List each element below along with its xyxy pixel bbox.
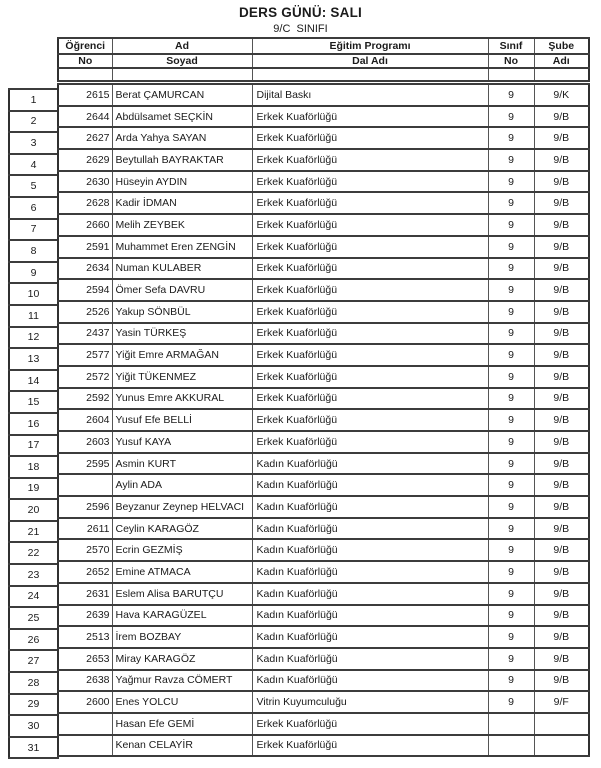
student-no-cell: 2611 [58, 518, 112, 540]
row-number-cell: 2 [9, 111, 58, 133]
row-number-row [9, 175, 58, 197]
table-row [58, 670, 589, 692]
student-name-cell: Yakup SÖNBÜL [112, 301, 252, 323]
row-number-row [9, 564, 58, 586]
student-no-cell: 2594 [58, 279, 112, 301]
row-number-row [9, 370, 58, 392]
row-number-cell: 14 [9, 370, 58, 392]
row-number-row [9, 283, 58, 305]
class-no-cell: 9 [488, 84, 534, 106]
table-row [58, 236, 589, 258]
row-number-cell: 10 [9, 283, 58, 305]
student-name-cell: Yağmur Ravza CÖMERT [112, 670, 252, 692]
program-cell: Dijital Baskı [252, 84, 488, 106]
student-name-cell: Beytullah BAYRAKTAR [112, 149, 252, 171]
table-row [58, 518, 589, 540]
row-number-cell: 6 [9, 197, 58, 219]
row-number-cell: 21 [9, 521, 58, 543]
student-name-cell: Beyzanur Zeynep HELVACI [112, 496, 252, 518]
program-cell: Kadın Kuaförlüğü [252, 474, 488, 496]
class-no-cell: 9 [488, 626, 534, 648]
program-cell: Erkek Kuaförlüğü [252, 127, 488, 149]
row-number-row [9, 607, 58, 629]
row-number-cell: 9 [9, 262, 58, 284]
row-number-cell: 31 [9, 737, 58, 759]
section-cell: 9/B [534, 561, 589, 583]
row-number-row [9, 111, 58, 133]
student-no-cell [58, 474, 112, 496]
student-no-cell: 2627 [58, 127, 112, 149]
student-no-cell: 2570 [58, 539, 112, 561]
program-cell: Kadın Kuaförlüğü [252, 561, 488, 583]
row-number-row [9, 262, 58, 284]
section-cell: 9/B [534, 106, 589, 128]
header-row-2 [58, 54, 589, 68]
section-cell: 9/B [534, 214, 589, 236]
class-no-cell: 9 [488, 496, 534, 518]
table-row [58, 735, 589, 757]
header-egitim-programi: Eğitim Programı [252, 38, 488, 54]
student-name-cell: Muhammet Eren ZENGİN [112, 236, 252, 258]
row-number-row [9, 629, 58, 651]
student-name-cell: Enes YOLCU [112, 691, 252, 713]
row-number-cell: 13 [9, 348, 58, 370]
student-no-cell: 2604 [58, 409, 112, 431]
program-cell: Erkek Kuaförlüğü [252, 149, 488, 171]
student-no-cell [58, 713, 112, 735]
row-number-cell: 16 [9, 413, 58, 435]
section-cell: 9/K [534, 84, 589, 106]
row-number-row [9, 715, 58, 737]
student-no-cell: 2634 [58, 258, 112, 280]
row-number-row [9, 456, 58, 478]
program-cell: Erkek Kuaförlüğü [252, 279, 488, 301]
table-row [58, 605, 589, 627]
class-no-cell: 9 [488, 214, 534, 236]
program-cell: Kadın Kuaförlüğü [252, 626, 488, 648]
header-spacer-cell [534, 68, 589, 81]
class-no-cell: 9 [488, 431, 534, 453]
section-cell: 9/B [534, 323, 589, 345]
row-number-row [9, 435, 58, 457]
class-no-cell: 9 [488, 388, 534, 410]
row-number-row [9, 672, 58, 694]
row-number-cell: 28 [9, 672, 58, 694]
class-no-cell: 9 [488, 409, 534, 431]
student-name-cell: Numan KULABER [112, 258, 252, 280]
header-no: No [58, 54, 112, 68]
program-cell: Kadın Kuaförlüğü [252, 539, 488, 561]
table-row [58, 366, 589, 388]
student-name-cell: Arda Yahya SAYAN [112, 127, 252, 149]
student-no-cell: 2595 [58, 453, 112, 475]
table-row [58, 149, 589, 171]
section-cell: 9/B [534, 648, 589, 670]
class-no-cell: 9 [488, 561, 534, 583]
student-name-cell: Emine ATMACA [112, 561, 252, 583]
student-name-cell: Yasin TÜRKEŞ [112, 323, 252, 345]
row-number-row [9, 650, 58, 672]
row-number-body [9, 89, 58, 758]
row-number-row [9, 413, 58, 435]
header-spacer-row [58, 68, 589, 81]
table-row [58, 84, 589, 106]
program-cell: Erkek Kuaförlüğü [252, 713, 488, 735]
student-no-cell: 2638 [58, 670, 112, 692]
student-name-cell: Asmin KURT [112, 453, 252, 475]
program-cell: Kadın Kuaförlüğü [252, 648, 488, 670]
student-name-cell: Yiğit TÜKENMEZ [112, 366, 252, 388]
class-no-cell: 9 [488, 236, 534, 258]
class-no-cell: 9 [488, 474, 534, 496]
header-spacer-cell [58, 68, 112, 81]
row-number-row [9, 348, 58, 370]
row-number-row [9, 219, 58, 241]
table-row [58, 214, 589, 236]
row-number-row [9, 305, 58, 327]
row-number-row [9, 694, 58, 716]
program-cell: Erkek Kuaförlüğü [252, 214, 488, 236]
program-cell: Kadın Kuaförlüğü [252, 670, 488, 692]
row-number-cell: 30 [9, 715, 58, 737]
class-no-cell: 9 [488, 518, 534, 540]
header-dal-adi: Dal Adı [252, 54, 488, 68]
section-cell: 9/B [534, 258, 589, 280]
row-number-row [9, 499, 58, 521]
row-number-cell: 29 [9, 694, 58, 716]
class-no-cell: 9 [488, 127, 534, 149]
student-name-cell: Miray KARAGÖZ [112, 648, 252, 670]
row-number-cell: 5 [9, 175, 58, 197]
header-sinif-no: No [488, 54, 534, 68]
table-row [58, 279, 589, 301]
class-no-cell [488, 735, 534, 757]
row-number-cell: 22 [9, 542, 58, 564]
student-no-cell: 2630 [58, 171, 112, 193]
header-sinif: Sınıf [488, 38, 534, 54]
table-row [58, 388, 589, 410]
row-number-row [9, 391, 58, 413]
student-no-cell: 2652 [58, 561, 112, 583]
program-cell: Erkek Kuaförlüğü [252, 258, 488, 280]
row-number-cell: 11 [9, 305, 58, 327]
section-cell: 9/B [534, 344, 589, 366]
student-name-cell: Ömer Sefa DAVRU [112, 279, 252, 301]
row-number-column [8, 88, 59, 759]
header-ogrenci: Öğrenci [58, 38, 112, 54]
student-no-cell: 2600 [58, 691, 112, 713]
table-row [58, 626, 589, 648]
student-no-cell: 2615 [58, 84, 112, 106]
student-name-cell: Hava KARAGÜZEL [112, 605, 252, 627]
header-ad: Ad [112, 38, 252, 54]
row-number-cell: 15 [9, 391, 58, 413]
table-row [58, 301, 589, 323]
table-row [58, 431, 589, 453]
table-row [58, 713, 589, 735]
header-row-1 [58, 38, 589, 54]
program-cell: Erkek Kuaförlüğü [252, 323, 488, 345]
class-no-cell: 9 [488, 323, 534, 345]
section-cell: 9/F [534, 691, 589, 713]
program-cell: Erkek Kuaförlüğü [252, 366, 488, 388]
section-cell: 9/B [534, 366, 589, 388]
table-row [58, 192, 589, 214]
table-row [58, 648, 589, 670]
row-number-row [9, 240, 58, 262]
row-number-row [9, 478, 58, 500]
section-cell: 9/B [534, 626, 589, 648]
program-cell: Erkek Kuaförlüğü [252, 409, 488, 431]
table-row [58, 171, 589, 193]
table-header [57, 37, 590, 82]
student-name-cell: Ceylin KARAGÖZ [112, 518, 252, 540]
student-no-cell: 2591 [58, 236, 112, 258]
student-no-cell: 2572 [58, 366, 112, 388]
program-cell: Vitrin Kuyumculuğu [252, 691, 488, 713]
row-number-cell: 24 [9, 586, 58, 608]
class-no-cell: 9 [488, 583, 534, 605]
student-name-cell: Yusuf Efe BELLİ [112, 409, 252, 431]
row-number-row [9, 89, 58, 111]
header-sube: Şube [534, 38, 589, 54]
section-cell: 9/B [534, 670, 589, 692]
class-no-cell: 9 [488, 192, 534, 214]
student-no-cell [58, 735, 112, 757]
class-name-subtitle: 9/C SINIFI [273, 23, 328, 35]
student-no-cell: 2660 [58, 214, 112, 236]
table-row [58, 496, 589, 518]
section-cell [534, 713, 589, 735]
table-row [58, 561, 589, 583]
student-no-cell: 2644 [58, 106, 112, 128]
row-number-cell: 4 [9, 154, 58, 176]
header-sube-adi: Adı [534, 54, 589, 68]
row-number-row [9, 132, 58, 154]
class-no-cell: 9 [488, 344, 534, 366]
row-number-row [9, 586, 58, 608]
class-no-cell: 9 [488, 279, 534, 301]
table-row [58, 474, 589, 496]
student-name-cell: Melih ZEYBEK [112, 214, 252, 236]
row-number-cell: 18 [9, 456, 58, 478]
program-cell: Erkek Kuaförlüğü [252, 344, 488, 366]
class-no-cell: 9 [488, 149, 534, 171]
table-row [58, 409, 589, 431]
section-cell: 9/B [534, 518, 589, 540]
program-cell: Erkek Kuaförlüğü [252, 388, 488, 410]
table-row [58, 127, 589, 149]
table-row [58, 539, 589, 561]
student-name-cell: Hüseyin AYDIN [112, 171, 252, 193]
program-cell: Kadın Kuaförlüğü [252, 605, 488, 627]
section-cell: 9/B [534, 127, 589, 149]
program-cell: Erkek Kuaförlüğü [252, 431, 488, 453]
section-cell: 9/B [534, 301, 589, 323]
class-no-cell: 9 [488, 301, 534, 323]
row-number-cell: 7 [9, 219, 58, 241]
student-name-cell: Abdülsamet SEÇKİN [112, 106, 252, 128]
section-cell: 9/B [534, 171, 589, 193]
header-spacer-cell [252, 68, 488, 81]
row-number-cell: 17 [9, 435, 58, 457]
section-cell: 9/B [534, 236, 589, 258]
program-cell: Kadın Kuaförlüğü [252, 496, 488, 518]
student-name-cell: Ecrin GEZMİŞ [112, 539, 252, 561]
section-cell: 9/B [534, 388, 589, 410]
row-number-cell: 3 [9, 132, 58, 154]
row-number-cell: 23 [9, 564, 58, 586]
student-no-cell: 2628 [58, 192, 112, 214]
class-no-cell: 9 [488, 171, 534, 193]
row-number-row [9, 521, 58, 543]
section-cell: 9/B [534, 279, 589, 301]
section-cell [534, 735, 589, 757]
table-row [58, 691, 589, 713]
header-soyad: Soyad [112, 54, 252, 68]
header-spacer-cell [488, 68, 534, 81]
row-number-cell: 19 [9, 478, 58, 500]
student-no-cell: 2631 [58, 583, 112, 605]
class-no-cell [488, 713, 534, 735]
student-name-cell: Yusuf KAYA [112, 431, 252, 453]
student-name-cell: Hasan Efe GEMİ [112, 713, 252, 735]
student-no-cell: 2526 [58, 301, 112, 323]
table-row [58, 583, 589, 605]
row-number-cell: 8 [9, 240, 58, 262]
table-row [58, 106, 589, 128]
student-no-cell: 2653 [58, 648, 112, 670]
program-cell: Erkek Kuaförlüğü [252, 171, 488, 193]
class-no-cell: 9 [488, 691, 534, 713]
class-no-cell: 9 [488, 453, 534, 475]
row-number-cell: 27 [9, 650, 58, 672]
section-cell: 9/B [534, 496, 589, 518]
row-number-row [9, 542, 58, 564]
student-name-cell: Kenan CELAYİR [112, 735, 252, 757]
class-no-cell: 9 [488, 366, 534, 388]
program-cell: Erkek Kuaförlüğü [252, 236, 488, 258]
student-table-body [58, 84, 589, 756]
student-no-cell: 2577 [58, 344, 112, 366]
student-no-cell: 2513 [58, 626, 112, 648]
section-cell: 9/B [534, 474, 589, 496]
class-no-cell: 9 [488, 106, 534, 128]
header-spacer-cell [112, 68, 252, 81]
row-number-cell: 20 [9, 499, 58, 521]
program-cell: Erkek Kuaförlüğü [252, 192, 488, 214]
student-name-cell: Kadir İDMAN [112, 192, 252, 214]
student-no-cell: 2437 [58, 323, 112, 345]
program-cell: Erkek Kuaförlüğü [252, 106, 488, 128]
program-cell: Kadın Kuaförlüğü [252, 518, 488, 540]
student-no-cell: 2629 [58, 149, 112, 171]
student-no-cell: 2603 [58, 431, 112, 453]
table-row [58, 453, 589, 475]
student-name-cell: Eslem Alisa BARUTÇU [112, 583, 252, 605]
class-no-cell: 9 [488, 539, 534, 561]
row-number-cell: 25 [9, 607, 58, 629]
class-no-cell: 9 [488, 670, 534, 692]
class-no-cell: 9 [488, 258, 534, 280]
student-name-cell: Aylin ADA [112, 474, 252, 496]
row-number-row [9, 154, 58, 176]
row-number-row [9, 327, 58, 349]
student-no-cell: 2592 [58, 388, 112, 410]
student-name-cell: İrem BOZBAY [112, 626, 252, 648]
student-no-cell: 2639 [58, 605, 112, 627]
class-no-cell: 9 [488, 605, 534, 627]
section-cell: 9/B [534, 192, 589, 214]
program-cell: Erkek Kuaförlüğü [252, 735, 488, 757]
program-cell: Kadın Kuaförlüğü [252, 583, 488, 605]
section-cell: 9/B [534, 149, 589, 171]
section-cell: 9/B [534, 409, 589, 431]
section-cell: 9/B [534, 539, 589, 561]
page-title: DERS GÜNÜ: SALI [238, 5, 362, 20]
section-cell: 9/B [534, 431, 589, 453]
section-cell: 9/B [534, 583, 589, 605]
student-table [57, 83, 590, 757]
table-row [58, 323, 589, 345]
row-number-row [9, 197, 58, 219]
section-cell: 9/B [534, 453, 589, 475]
student-name-cell: Yunus Emre AKKURAL [112, 388, 252, 410]
row-number-cell: 1 [9, 89, 58, 111]
student-no-cell: 2596 [58, 496, 112, 518]
section-cell: 9/B [534, 605, 589, 627]
student-name-cell: Berat ÇAMURCAN [112, 84, 252, 106]
row-number-row [9, 737, 58, 759]
table-row [58, 344, 589, 366]
student-name-cell: Yiğit Emre ARMAĞAN [112, 344, 252, 366]
program-cell: Kadın Kuaförlüğü [252, 453, 488, 475]
table-row [58, 258, 589, 280]
row-number-cell: 26 [9, 629, 58, 651]
row-number-cell: 12 [9, 327, 58, 349]
program-cell: Erkek Kuaförlüğü [252, 301, 488, 323]
class-no-cell: 9 [488, 648, 534, 670]
